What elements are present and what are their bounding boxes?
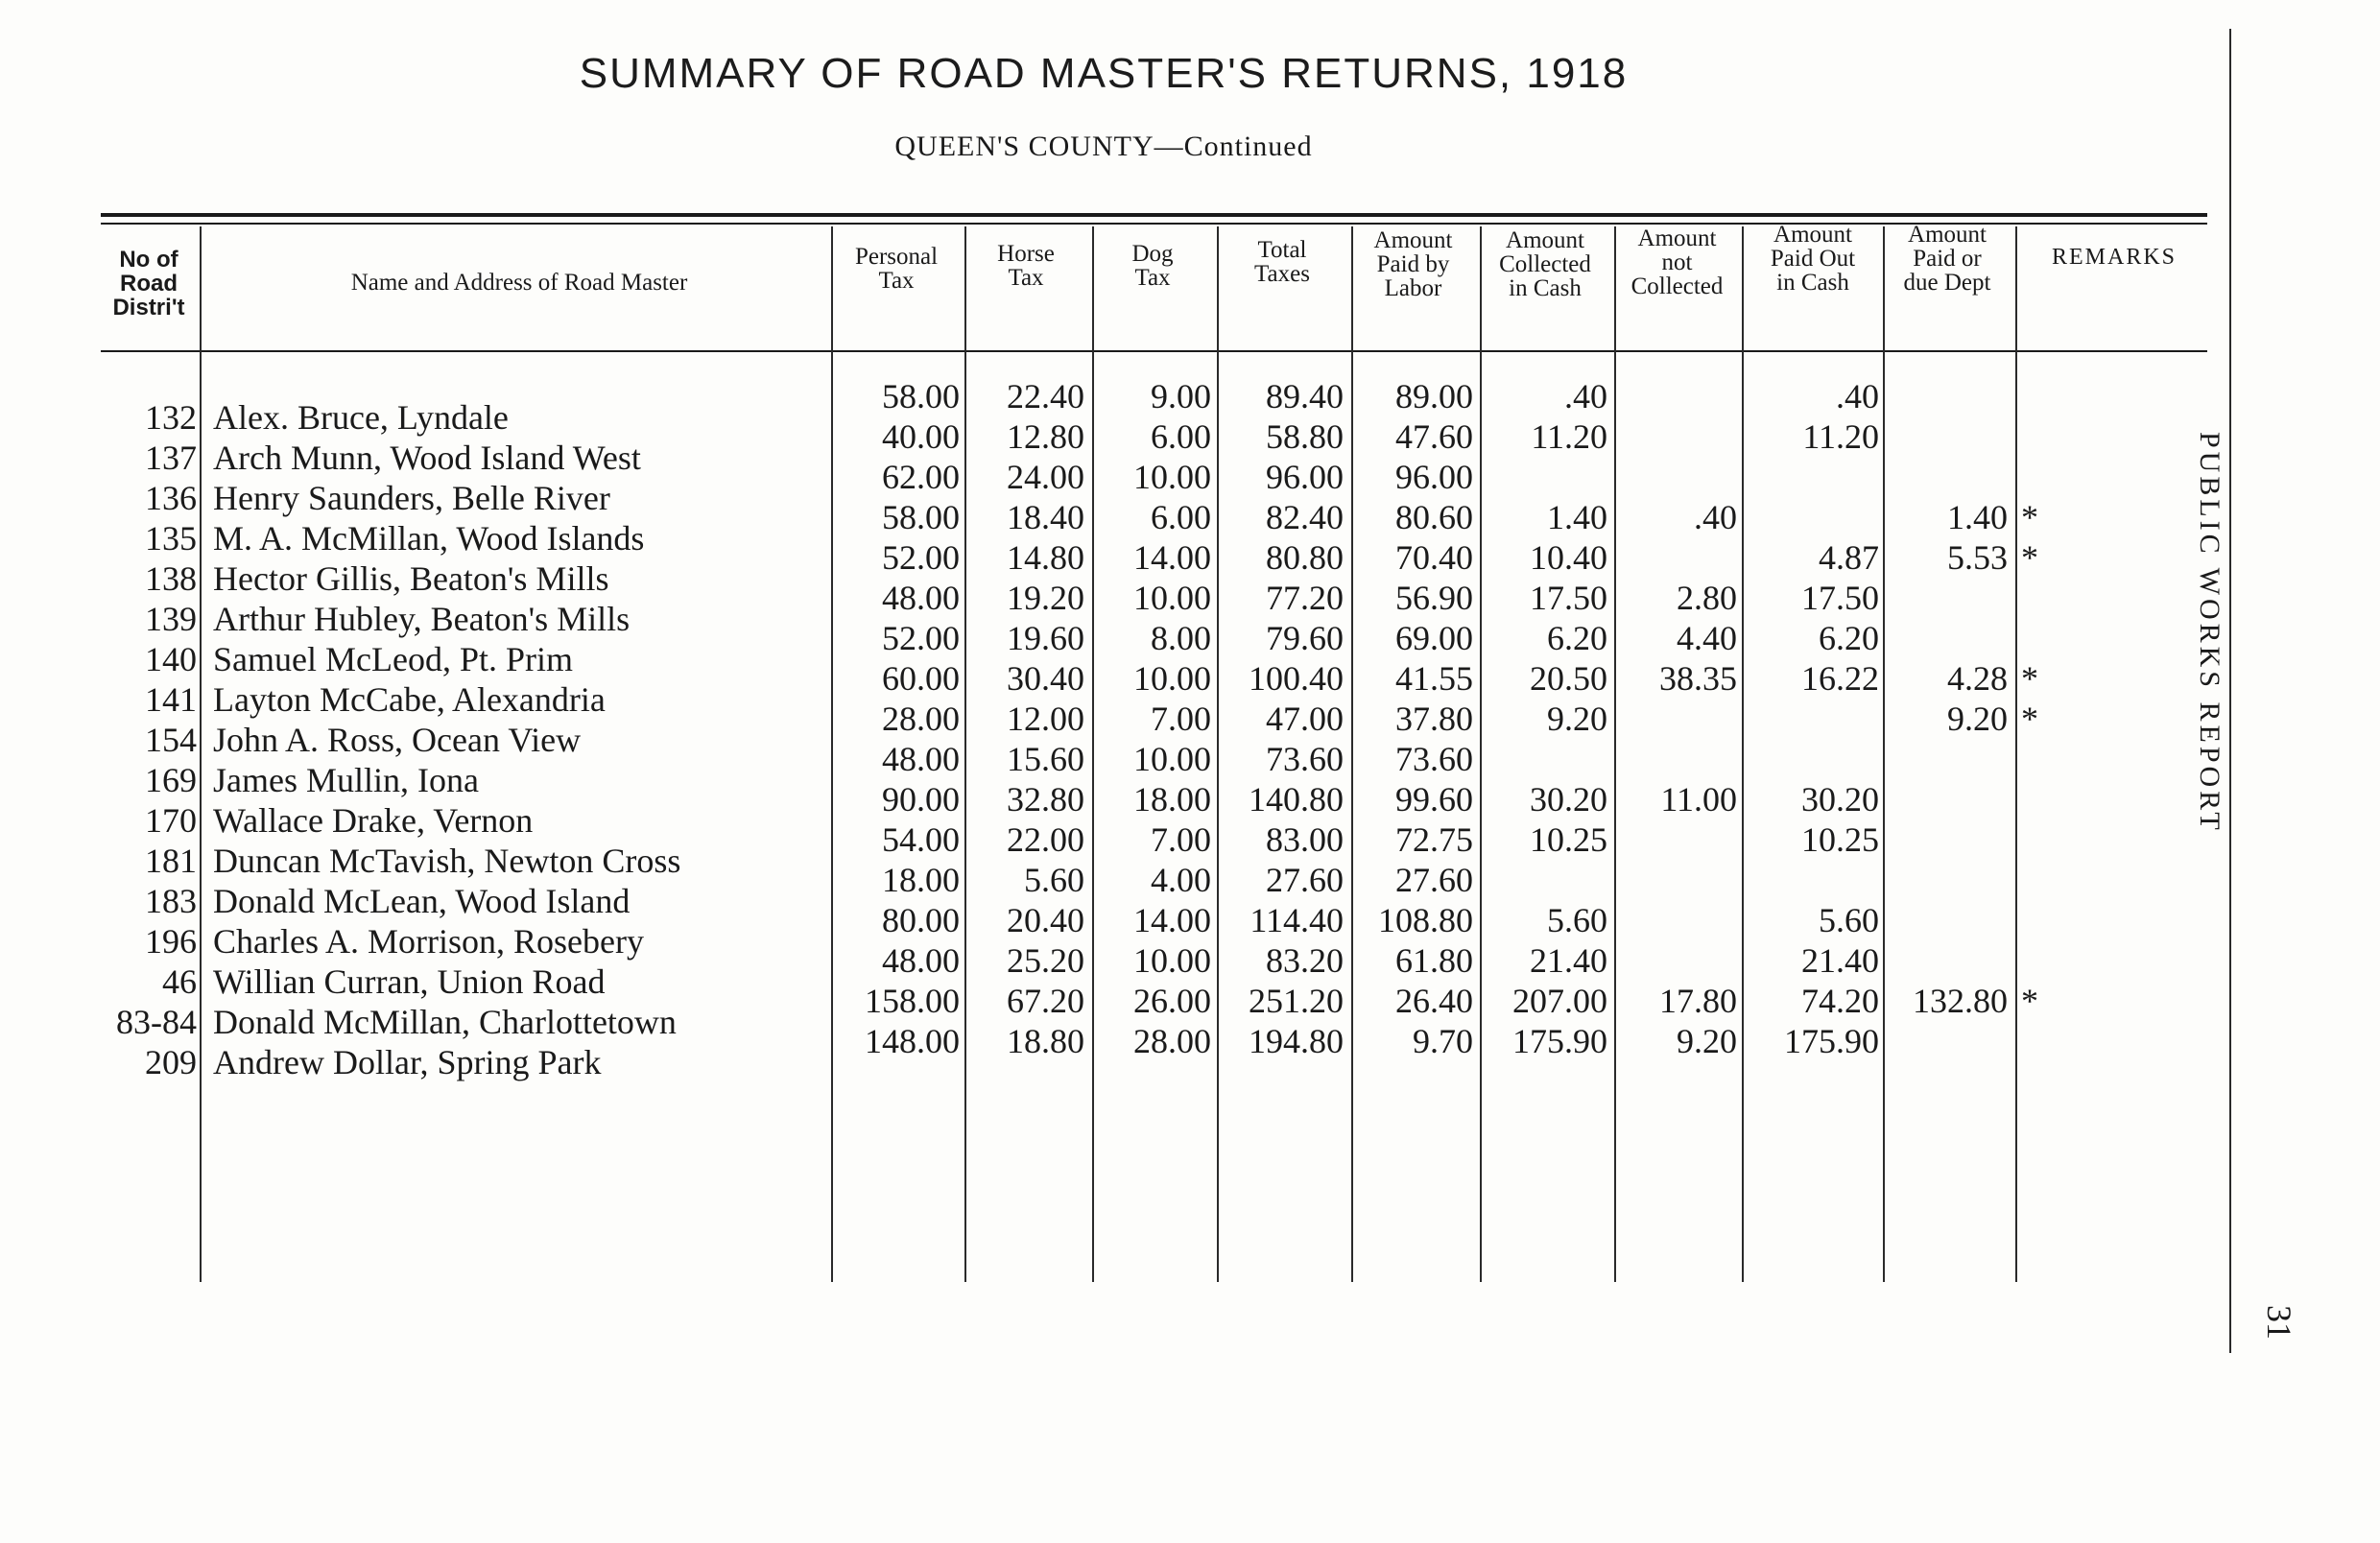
column-divider (1883, 226, 1885, 1282)
amount-cell: 52.00 (882, 619, 960, 657)
amount-cell: 7.00 (1151, 820, 1211, 859)
header-rule (101, 350, 2207, 352)
amount-cell (1617, 416, 1737, 457)
amount-cell: 37.80 (1395, 700, 1473, 738)
amount-cell (1617, 860, 1737, 900)
amount-cell: 140.80 (1249, 780, 1344, 819)
amount-cell: 89.00 (1395, 377, 1473, 415)
amount-cell: 21.40 (1801, 941, 1879, 980)
amount-cell: 38.35 (1659, 659, 1737, 698)
district-number: 169 (145, 761, 197, 799)
amount-cell: 15.60 (1007, 740, 1084, 778)
column-divider (1217, 226, 1219, 1282)
amount-cell (1887, 900, 2008, 940)
amount-cell: 60.00 (882, 659, 960, 698)
road-master-name: M. A. McMillan, Wood Islands (213, 519, 645, 558)
amount-cell (1887, 416, 2008, 457)
amount-cell: 17.50 (1530, 579, 1607, 617)
column-header: Amount Paid by Labor (1373, 227, 1453, 301)
remark-mark: * (2021, 538, 2038, 577)
amount-cell: 56.90 (1395, 579, 1473, 617)
amount-cell: 175.90 (1784, 1022, 1879, 1060)
amount-cell: 6.00 (1151, 417, 1211, 456)
remark-mark (2021, 900, 2207, 940)
amount-cell: 4.40 (1677, 619, 1737, 657)
amount-cell: 20.40 (1007, 901, 1084, 939)
amount-cell: 5.60 (1547, 901, 1607, 939)
amount-cell: 9.70 (1413, 1022, 1473, 1060)
amount-cell: 6.00 (1151, 498, 1211, 536)
amount-cell: 158.00 (865, 982, 960, 1020)
road-master-name: Willian Curran, Union Road (213, 962, 606, 1001)
amount-cell (1887, 860, 2008, 900)
amount-cell: 22.00 (1007, 820, 1084, 859)
remark-mark: * (2021, 982, 2038, 1020)
amount-cell: 148.00 (865, 1022, 960, 1060)
road-master-name: Arch Munn, Wood Island West (213, 439, 641, 477)
remark-mark (2021, 578, 2207, 618)
amount-cell: 9.20 (1947, 700, 2008, 738)
amount-cell: 26.40 (1395, 982, 1473, 1020)
amount-cell (1747, 860, 1879, 900)
amount-cell (1483, 457, 1607, 497)
amount-cell: 8.00 (1151, 619, 1211, 657)
road-master-name: Donald McLean, Wood Island (213, 882, 631, 920)
amount-cell: 18.40 (1007, 498, 1084, 536)
amount-cell: 48.00 (882, 740, 960, 778)
amount-cell: 11.00 (1660, 780, 1737, 819)
amount-cell (1747, 457, 1879, 497)
district-number: 139 (145, 600, 197, 638)
amount-cell (1887, 739, 2008, 779)
amount-cell: 7.00 (1151, 700, 1211, 738)
page-title: SUMMARY OF ROAD MASTER'S RETURNS, 1918 (579, 50, 1629, 97)
amount-cell: 4.87 (1819, 538, 1879, 577)
amount-cell: 27.60 (1395, 861, 1473, 899)
amount-cell: 19.60 (1007, 619, 1084, 657)
amount-cell: 12.80 (1007, 417, 1084, 456)
amount-cell: 16.22 (1801, 659, 1879, 698)
amount-cell: .40 (1564, 377, 1607, 415)
amount-cell: 194.80 (1249, 1022, 1344, 1060)
amount-cell: 18.00 (1133, 780, 1211, 819)
column-header: No of Road Distri't (112, 247, 185, 320)
amount-cell: .40 (1836, 377, 1879, 415)
amount-cell: 10.00 (1133, 579, 1211, 617)
amount-cell: 10.00 (1133, 941, 1211, 980)
district-number: 137 (145, 439, 197, 477)
amount-cell: 61.80 (1395, 941, 1473, 980)
running-header: PUBLIC WORKS REPORT (2194, 432, 2225, 834)
amount-cell: 12.00 (1007, 700, 1084, 738)
amount-cell: 22.40 (1007, 377, 1084, 415)
amount-cell (1483, 739, 1607, 779)
road-master-name: Wallace Drake, Vernon (213, 801, 534, 840)
amount-cell: 175.90 (1512, 1022, 1607, 1060)
district-number: 181 (145, 842, 197, 880)
amount-cell: 11.20 (1531, 417, 1607, 456)
amount-cell: 18.00 (882, 861, 960, 899)
amount-cell: 9.20 (1677, 1022, 1737, 1060)
amount-cell: 25.20 (1007, 941, 1084, 980)
remark-mark (2021, 1021, 2207, 1061)
column-divider (1480, 226, 1482, 1282)
amount-cell: 89.40 (1266, 377, 1344, 415)
remark-mark (2021, 416, 2207, 457)
amount-cell: 58.00 (882, 498, 960, 536)
amount-cell: 30.20 (1530, 780, 1607, 819)
road-master-name: John A. Ross, Ocean View (213, 721, 582, 759)
amount-cell: 47.60 (1395, 417, 1473, 456)
amount-cell (1617, 457, 1737, 497)
amount-cell: 69.00 (1395, 619, 1473, 657)
remark-mark (2021, 739, 2207, 779)
district-number: 46 (162, 962, 197, 1001)
amount-cell: 10.00 (1133, 740, 1211, 778)
road-master-name: Duncan McTavish, Newton Cross (213, 842, 681, 880)
road-master-name: Donald McMillan, Charlottetown (213, 1003, 677, 1041)
amount-cell: 41.55 (1395, 659, 1473, 698)
column-header: Amount Collected in Cash (1499, 227, 1591, 301)
amount-cell: 26.00 (1133, 982, 1211, 1020)
amount-cell: 1.40 (1947, 498, 2008, 536)
road-master-name: Charles A. Morrison, Rosebery (213, 922, 644, 961)
amount-cell: 20.50 (1530, 659, 1607, 698)
remark-mark (2021, 376, 2207, 416)
amount-cell (1483, 860, 1607, 900)
district-number: 209 (145, 1043, 197, 1081)
amount-cell: 80.00 (882, 901, 960, 939)
amount-cell: 72.75 (1395, 820, 1473, 859)
amount-cell: 58.00 (882, 377, 960, 415)
road-master-name: Samuel McLeod, Pt. Prim (213, 640, 573, 678)
amount-cell: 62.00 (882, 458, 960, 496)
amount-cell: 27.60 (1266, 861, 1344, 899)
amount-cell: 32.80 (1007, 780, 1084, 819)
remark-mark (2021, 457, 2207, 497)
margin-line (2229, 29, 2231, 1353)
amount-cell: 83.00 (1266, 820, 1344, 859)
amount-cell: 80.80 (1266, 538, 1344, 577)
remark-mark (2021, 940, 2207, 981)
amount-cell (1887, 457, 2008, 497)
amount-cell (1617, 699, 1737, 739)
amount-cell: 17.80 (1659, 982, 1737, 1020)
amount-cell (1747, 497, 1879, 537)
amount-cell: 5.60 (1819, 901, 1879, 939)
column-header: Amount Paid Out in Cash (1770, 222, 1856, 296)
amount-cell: 40.00 (882, 417, 960, 456)
amount-cell: 24.00 (1007, 458, 1084, 496)
amount-cell (1747, 739, 1879, 779)
amount-cell: 14.80 (1007, 538, 1084, 577)
road-master-name: Henry Saunders, Belle River (213, 479, 610, 517)
page-number: 31 (2260, 1305, 2298, 1340)
remark-mark (2021, 819, 2207, 860)
amount-cell: 77.20 (1266, 579, 1344, 617)
amount-cell (1617, 537, 1737, 578)
column-header: Dog Tax (1131, 241, 1174, 291)
amount-cell: 67.20 (1007, 982, 1084, 1020)
amount-cell: 19.20 (1007, 579, 1084, 617)
amount-cell: 9.20 (1547, 700, 1607, 738)
amount-cell (1617, 739, 1737, 779)
amount-cell: 6.20 (1547, 619, 1607, 657)
road-master-name: Andrew Dollar, Spring Park (213, 1043, 602, 1081)
amount-cell: 80.60 (1395, 498, 1473, 536)
amount-cell (1887, 1021, 2008, 1061)
amount-cell: 47.00 (1266, 700, 1344, 738)
amount-cell: 4.00 (1151, 861, 1211, 899)
remark-mark: * (2021, 700, 2038, 738)
road-master-name: Arthur Hubley, Beaton's Mills (213, 600, 631, 638)
amount-cell: 4.28 (1947, 659, 2008, 698)
amount-cell: 6.20 (1819, 619, 1879, 657)
amount-cell: 10.00 (1133, 458, 1211, 496)
amount-cell: 251.20 (1249, 982, 1344, 1020)
column-divider (1742, 226, 1744, 1282)
amount-cell (1887, 940, 2008, 981)
top-rule-thick (101, 213, 2207, 217)
amount-cell: 9.00 (1151, 377, 1211, 415)
amount-cell: 52.00 (882, 538, 960, 577)
district-number: 83-84 (116, 1003, 197, 1041)
amount-cell: 96.00 (1266, 458, 1344, 496)
road-master-name: Hector Gillis, Beaton's Mills (213, 559, 609, 598)
column-divider (200, 226, 202, 1282)
amount-cell (1747, 699, 1879, 739)
column-divider (1614, 226, 1616, 1282)
road-master-name: James Mullin, Iona (213, 761, 479, 799)
column-header: Name and Address of Road Master (350, 270, 688, 296)
amount-cell (1887, 618, 2008, 658)
road-master-name: Alex. Bruce, Lyndale (213, 398, 509, 437)
amount-cell: 5.60 (1024, 861, 1084, 899)
district-number: 132 (145, 398, 197, 437)
district-number: 141 (145, 680, 197, 719)
amount-cell: 73.60 (1266, 740, 1344, 778)
amount-cell: .40 (1694, 498, 1737, 536)
amount-cell (1617, 819, 1737, 860)
amount-cell: 108.80 (1378, 901, 1473, 939)
amount-cell: 54.00 (882, 820, 960, 859)
amount-cell: 99.60 (1395, 780, 1473, 819)
district-number: 135 (145, 519, 197, 558)
amount-cell (1887, 578, 2008, 618)
amount-cell (1617, 376, 1737, 416)
remark-mark (2021, 860, 2207, 900)
column-header: Amount not Collected (1630, 226, 1724, 299)
amount-cell (1887, 376, 2008, 416)
amount-cell: 10.00 (1133, 659, 1211, 698)
district-number: 136 (145, 479, 197, 517)
amount-cell: 83.20 (1266, 941, 1344, 980)
amount-cell: 74.20 (1801, 982, 1879, 1020)
remark-mark (2021, 779, 2207, 819)
amount-cell: 70.40 (1395, 538, 1473, 577)
column-header: Personal Tax (854, 244, 939, 294)
amount-cell: 14.00 (1133, 538, 1211, 577)
district-number: 183 (145, 882, 197, 920)
amount-cell: 10.25 (1530, 820, 1607, 859)
amount-cell: 100.40 (1249, 659, 1344, 698)
amount-cell: 114.40 (1250, 901, 1344, 939)
page-subtitle: QUEEN'S COUNTY—Continued (894, 131, 1313, 162)
column-divider (964, 226, 966, 1282)
amount-cell: 1.40 (1547, 498, 1607, 536)
amount-cell: 17.50 (1801, 579, 1879, 617)
column-divider (2015, 226, 2017, 1282)
amount-cell (1617, 900, 1737, 940)
district-number: 196 (145, 922, 197, 961)
road-master-name: Layton McCabe, Alexandria (213, 680, 606, 719)
amount-cell: 28.00 (1133, 1022, 1211, 1060)
amount-cell: 2.80 (1677, 579, 1737, 617)
amount-cell: 48.00 (882, 941, 960, 980)
amount-cell: 79.60 (1266, 619, 1344, 657)
remark-mark (2021, 618, 2207, 658)
column-header: REMARKS (2051, 245, 2178, 270)
amount-cell: 18.80 (1007, 1022, 1084, 1060)
amount-cell: 58.80 (1266, 417, 1344, 456)
amount-cell: 73.60 (1395, 740, 1473, 778)
amount-cell: 207.00 (1512, 982, 1607, 1020)
amount-cell: 90.00 (882, 780, 960, 819)
district-number: 170 (145, 801, 197, 840)
district-number: 154 (145, 721, 197, 759)
amount-cell (1617, 940, 1737, 981)
amount-cell: 96.00 (1395, 458, 1473, 496)
amount-cell: 132.80 (1913, 982, 2008, 1020)
amount-cell: 10.40 (1530, 538, 1607, 577)
amount-cell: 10.25 (1801, 820, 1879, 859)
amount-cell (1887, 779, 2008, 819)
remark-mark: * (2021, 498, 2038, 536)
remark-mark: * (2021, 659, 2038, 698)
amount-cell: 21.40 (1530, 941, 1607, 980)
amount-cell: 5.53 (1947, 538, 2008, 577)
amount-cell (1887, 819, 2008, 860)
amount-cell: 82.40 (1266, 498, 1344, 536)
amount-cell: 11.20 (1802, 417, 1879, 456)
amount-cell: 28.00 (882, 700, 960, 738)
column-header: Total Taxes (1254, 237, 1310, 287)
amount-cell: 30.20 (1801, 780, 1879, 819)
amount-cell: 14.00 (1133, 901, 1211, 939)
column-header: Horse Tax (997, 241, 1055, 291)
amount-cell: 48.00 (882, 579, 960, 617)
district-number: 140 (145, 640, 197, 678)
district-number: 138 (145, 559, 197, 598)
column-header: Amount Paid or due Dept (1903, 222, 1991, 296)
amount-cell: 30.40 (1007, 659, 1084, 698)
